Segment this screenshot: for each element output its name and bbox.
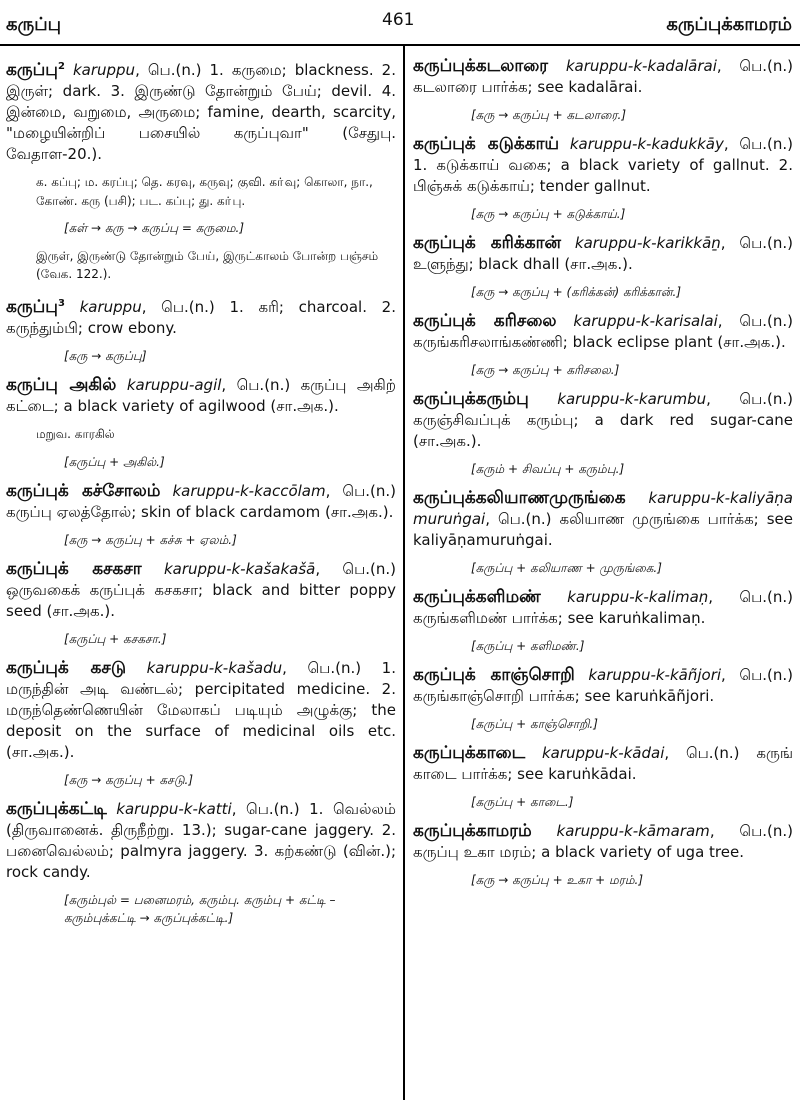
dictionary-entry xyxy=(413,134,793,197)
definition: , பெ.(n.) கருங்காஞ்சொறி பார்க்க; see karuṅkāñjori. xyxy=(413,666,793,705)
definition: , பெ.(n.) 1. கடுக்காய் வகை; a black variety of gallnut. 2. பிஞ்சுக் கடுக்காய்; tender gallnut. xyxy=(413,135,793,195)
etymology: [கரு → கருப்பு + உகா + மரம்.] xyxy=(471,873,644,887)
romanization: karuppu-k-kašadu xyxy=(146,659,283,677)
definition: , பெ.(n.) கருப்பு அகிற் கட்டை; a black variety of agilwood (சா.அக.). xyxy=(6,376,396,415)
headword: கருப்புக்காடை xyxy=(413,743,526,763)
headword: கருப்புக் கசடு xyxy=(6,658,127,678)
romanization: karuppu-k-kalimaṇ xyxy=(567,588,709,606)
homograph-number: 3 xyxy=(57,298,65,309)
headword: கருப்புக்கடலாரை xyxy=(413,56,549,76)
dictionary-entry xyxy=(413,488,793,551)
etymology: [கருப்பு + காடை.] xyxy=(471,795,574,809)
left-column xyxy=(6,56,396,937)
definition: , பெ.(n.) கருஞ்சிவப்புக் கரும்பு; a dark red sugar-cane (சா.அக.). xyxy=(413,390,793,450)
etymology: [கரு → கருப்பு + (கரிக்கன்) கரிக்கான்.] xyxy=(471,285,682,299)
dictionary-entry xyxy=(413,821,793,863)
definition: , பெ.(n.) 1. வெல்லம் (திருவானைக். திருநீற்று. 13.); sugar-cane jaggery. 2. பனைவெல்லம்; palmyra jaggery. 3. கற்கண்டு (வின்.); rock candy. xyxy=(6,800,396,881)
dictionary-entry xyxy=(6,293,396,339)
definition: , பெ.(n.) உளுந்து; black dhall (சா.அக.). xyxy=(413,234,793,273)
romanization: karuppu xyxy=(79,298,142,316)
etymology: [கரு → கருப்பு + கடுக்காய்.] xyxy=(471,207,626,221)
etymology: [கருப்பு + அகில்.] xyxy=(64,455,165,469)
cognates: க. கப்பு; ம. கரப்பு; தெ. கரவு, கருவு; குவி. கா்வு; கொலா, நா., கோண். கரு (பசி); பட. கப்பு; து. கா்பு. xyxy=(36,175,373,208)
romanization: karuppu-k-kādai xyxy=(542,744,665,762)
romanization: karuppu-k-kāñjori xyxy=(588,666,722,684)
etymology: [கருப்பு + களிமண்.] xyxy=(471,639,585,653)
definition: , பெ.(n.) கருப்பு ஏலத்தோல்; skin of black cardamom (சா.அக.). xyxy=(6,482,396,521)
dictionary-entry xyxy=(413,587,793,629)
definition: , பெ.(n.) 1. மருந்தின் அடி வண்டல்; percipitated medicine. 2. மருந்தெண்ணெயின் மேலாகப் படியும் அழுக்கு; the deposit on the surface of medicinal oils etc. (சா.அக.). xyxy=(6,659,396,761)
dictionary-entry xyxy=(413,743,793,785)
dictionary-entry xyxy=(6,56,396,165)
romanization: karuppu-k-karikkāṉ xyxy=(574,234,721,252)
headword: கருப்புக் கசகசா xyxy=(6,559,142,579)
romanization: karuppu-k-kaccōlam xyxy=(172,482,326,500)
romanization: karuppu-k-kadalārai xyxy=(565,57,717,75)
headword: கருப்பு xyxy=(6,60,58,80)
right-column xyxy=(413,56,793,899)
etymology: [கரு → கருப்பு + கடலாரை.] xyxy=(471,108,627,122)
dictionary-entry xyxy=(413,389,793,452)
definition: , பெ.(n.) கருங் காடை பார்க்க; see karuṅkādai. xyxy=(413,744,793,783)
etymology: [கரும் + சிவப்பு + கரும்பு.] xyxy=(471,462,625,476)
romanization: karuppu xyxy=(72,61,136,79)
romanization: karuppu-agil xyxy=(126,376,222,394)
dictionary-entry xyxy=(413,233,793,275)
etymology: [கரு → கருப்பு] xyxy=(64,349,147,363)
romanization: karuppu-k-karumbu xyxy=(557,390,707,408)
homograph-number: 2 xyxy=(57,61,65,72)
etymology: [கள் → கரு → கருப்பு = கருமை.] xyxy=(64,221,244,235)
headword: கருப்புக்காமரம் xyxy=(413,821,532,841)
etymology: [கருப்பு + காஞ்சொறி.] xyxy=(471,717,598,731)
dictionary-entry xyxy=(413,665,793,707)
dictionary-entry xyxy=(6,375,396,417)
definition: , பெ.(n.) கடலாரை பார்க்க; see kadalārai. xyxy=(413,57,793,96)
headword: கருப்புக்களிமண் xyxy=(413,587,541,607)
definition: , பெ.(n.) கருங்கரிசலாங்கண்ணி; black eclipse plant (சா.அக.). xyxy=(413,312,793,351)
romanization: karuppu-k-kašakašā xyxy=(163,560,316,578)
dictionary-entry xyxy=(413,56,793,98)
etymology: [கரும்புல் = பனைமரம், கரும்பு. கரும்பு + கட்டி – கரும்புக்கட்டி → கருப்புக்கட்டி.] xyxy=(64,893,336,925)
etymology: [கருப்பு + கலியாண + முருங்கை.] xyxy=(471,561,662,575)
romanization: karuppu-k-kaliyāṇa muruṅgai xyxy=(413,489,793,528)
dictionary-entry xyxy=(6,799,396,883)
headword: கருப்பு அகில் xyxy=(6,375,117,395)
running-head-left: கருப்பு xyxy=(6,14,61,35)
romanization: karuppu-k-katti xyxy=(116,800,232,818)
definition: , பெ.(n.) கருங்களிமண் பார்க்க; see karuṅkalimaṇ. xyxy=(413,588,793,627)
dictionary-entry xyxy=(6,559,396,622)
headword: கருப்புக் கரிக்கான் xyxy=(413,233,562,253)
headword: கருப்புக் கடுக்காய் xyxy=(413,134,560,154)
romanization: karuppu-k-kāmaram xyxy=(556,822,710,840)
headword: கருப்பு xyxy=(6,297,58,317)
romanization: karuppu-k-karisalai xyxy=(573,312,718,330)
romanization: karuppu-k-kadukkāy xyxy=(569,135,724,153)
headword: கருப்புக்கலியாணமுருங்கை xyxy=(413,488,626,508)
headword: கருப்புக்கரும்பு xyxy=(413,389,529,409)
running-head-right: கருப்புக்காமரம் xyxy=(666,14,792,35)
page-number: 461 xyxy=(382,10,415,30)
entry-note: மறுவ. காரகில் xyxy=(36,427,115,441)
dictionary-entry xyxy=(6,658,396,763)
definition: , பெ.(n.) 1. கருமை; blackness. 2. இருள்; dark. 3. இருண்டு தோன்றும் பேய்; devil. 4. இன்மை, வறுமை, அருமை; famine, dearth, scarcity, "மழையின்றிப் பசையில் கருப்புவா" (சேதுபு. வேதாள-20.). xyxy=(6,61,396,163)
etymology: [கரு → கருப்பு + கச்சு + ஏலம்.] xyxy=(64,533,237,547)
entry-note: இருள், இருண்டு தோன்றும் பேய், இருட்காலம் போன்ற பஞ்சம் (வேக. 122.). xyxy=(36,249,379,281)
headword: கருப்புக்கட்டி xyxy=(6,799,107,819)
dictionary-entry xyxy=(413,311,793,353)
etymology: [கருப்பு + கசகசா.] xyxy=(64,632,167,646)
dictionary-entry xyxy=(6,481,396,523)
definition: , பெ.(n.) கலியாண முருங்கை பார்க்க; see kaliyāṇamuruṅgai. xyxy=(413,510,793,549)
definition: , பெ.(n.) 1. கரி; charcoal. 2. கருந்தும்பி; crow ebony. xyxy=(6,298,396,337)
headword: கருப்புக் காஞ்சொறி xyxy=(413,665,575,685)
page-header xyxy=(0,0,800,40)
column-divider xyxy=(403,46,405,1100)
definition: , பெ.(n.) கருப்பு உகா மரம்; a black variety of uga tree. xyxy=(413,822,793,861)
headword: கருப்புக் கரிசலை xyxy=(413,311,557,331)
header-rule xyxy=(0,44,800,46)
definition: , பெ.(n.) ஒருவகைக் கருப்புக் கசகசா; black and bitter poppy seed (சா.அக.). xyxy=(6,560,396,620)
etymology: [கரு → கருப்பு + கசடு.] xyxy=(64,773,194,787)
etymology: [கரு → கருப்பு + கரிசலை.] xyxy=(471,363,620,377)
headword: கருப்புக் கச்சோலம் xyxy=(6,481,161,501)
